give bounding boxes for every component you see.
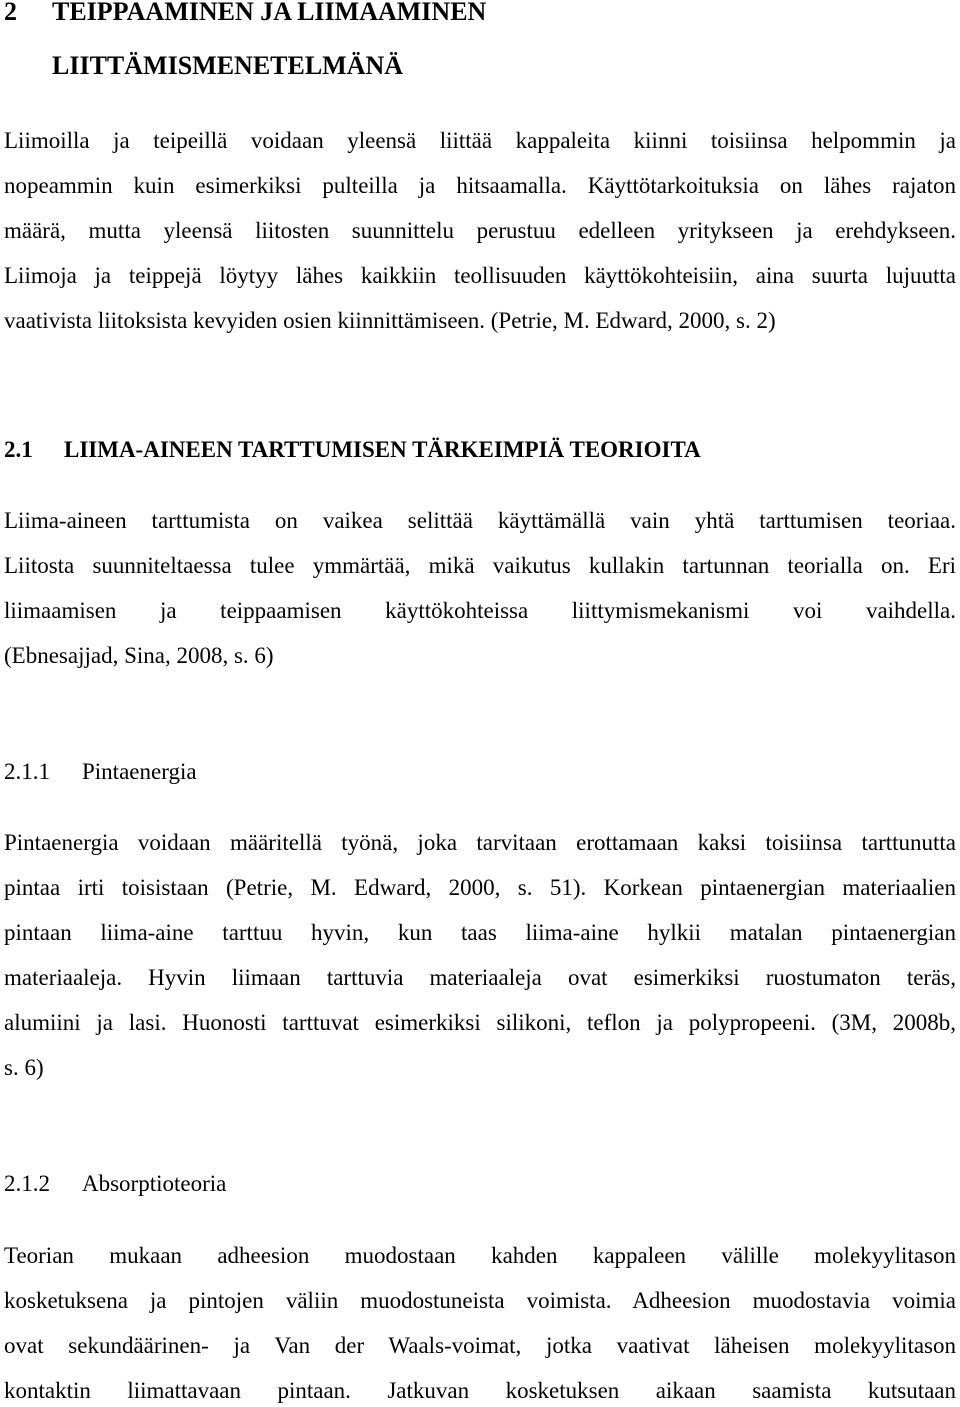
subsection-heading xyxy=(4,758,956,786)
subsection-paragraph-line: ovat sekundäärinen- ja Van der Waals-voimat, jotka vaativat läheisen molekyylitason xyxy=(4,1333,956,1358)
section-heading xyxy=(4,436,956,464)
subsection-title: Absorptioteoria xyxy=(82,1171,227,1196)
section-title: LIIMA-AINEEN TARTTUMISEN TÄRKEIMPIÄ TEORIOITA xyxy=(64,437,701,462)
subsection-paragraph-line: Pintaenergia voidaan määritellä työnä, joka tarvitaan erottamaan kaksi toisiinsa tarttunutta xyxy=(4,830,956,855)
chapter-paragraph-line: vaativista liitoksista kevyiden osien kiinnittämiseen. (Petrie, M. Edward, 2000, s. 2) xyxy=(4,308,776,333)
chapter-title-line2: LIITTÄMISMENETELMÄNÄ xyxy=(52,51,404,80)
chapter-heading xyxy=(4,0,956,26)
subsection-number: 2.1.2 xyxy=(4,1171,50,1196)
section-paragraph-line: Liima-aineen tarttumista on vaikea selittää käyttämällä vain yhtä tarttumisen teoriaa. xyxy=(4,508,956,533)
subsection-paragraph-line: kontaktin liimattavaan pintaan. Jatkuvan kosketuksen aikaan saamista kutsutaan xyxy=(4,1378,956,1403)
subsection-paragraph-line: pintaa irti toisistaan (Petrie, M. Edward, 2000, s. 51). Korkean pintaenergian materiaalien xyxy=(4,875,956,900)
subsection-number: 2.1.1 xyxy=(4,759,50,784)
subsection-paragraph-line: pintaan liima-aine tarttuu hyvin, kun taas liima-aine hylkii matalan pintaenergian xyxy=(4,920,956,945)
section-paragraph-line: (Ebnesajjad, Sina, 2008, s. 6) xyxy=(4,643,274,668)
chapter-title-line1: TEIPPAAMINEN JA LIIMAAMINEN xyxy=(52,0,487,26)
subsection-paragraph-line: Teorian mukaan adheesion muodostaan kahden kappaleen välille molekyylitason xyxy=(4,1243,956,1268)
subsection-heading xyxy=(4,1170,956,1198)
subsection-title: Pintaenergia xyxy=(82,759,197,784)
chapter-paragraph-line: Liimoja ja teippejä löytyy lähes kaikkiin teollisuuden käyttökohteisiin, aina suurta lujuutta xyxy=(4,263,956,288)
subsection-paragraph-line: materiaaleja. Hyvin liimaan tarttuvia materiaaleja ovat esimerkiksi ruostumaton teräs, xyxy=(4,965,956,990)
section-number: 2.1 xyxy=(4,437,33,462)
chapter-paragraph-line: määrä, mutta yleensä liitosten suunnittelu perustuu edelleen yritykseen ja erehdykseen. xyxy=(4,218,956,243)
chapter-number: 2 xyxy=(4,0,17,26)
subsection-paragraph-line: alumiini ja lasi. Huonosti tarttuvat esimerkiksi silikoni, teflon ja polypropeeni. (3M, 2008b, xyxy=(4,1010,956,1035)
subsection-paragraph-line: kosketuksena ja pintojen väliin muodostuneista voimista. Adheesion muodostavia voimia xyxy=(4,1288,956,1313)
subsection-paragraph-line: s. 6) xyxy=(4,1055,44,1080)
chapter-paragraph-line: nopeammin kuin esimerkiksi pulteilla ja hitsaamalla. Käyttötarkoituksia on lähes rajaton xyxy=(4,173,956,198)
chapter-paragraph-line: Liimoilla ja teipeillä voidaan yleensä liittää kappaleita kiinni toisiinsa helpommin ja xyxy=(4,128,956,153)
section-paragraph-line: Liitosta suunniteltaessa tulee ymmärtää, mikä vaikutus kullakin tartunnan teorialla on. Eri xyxy=(4,553,956,578)
section-paragraph-line: liimaamisen ja teippaamisen käyttökohteissa liittymismekanismi voi vaihdella. xyxy=(4,598,956,623)
